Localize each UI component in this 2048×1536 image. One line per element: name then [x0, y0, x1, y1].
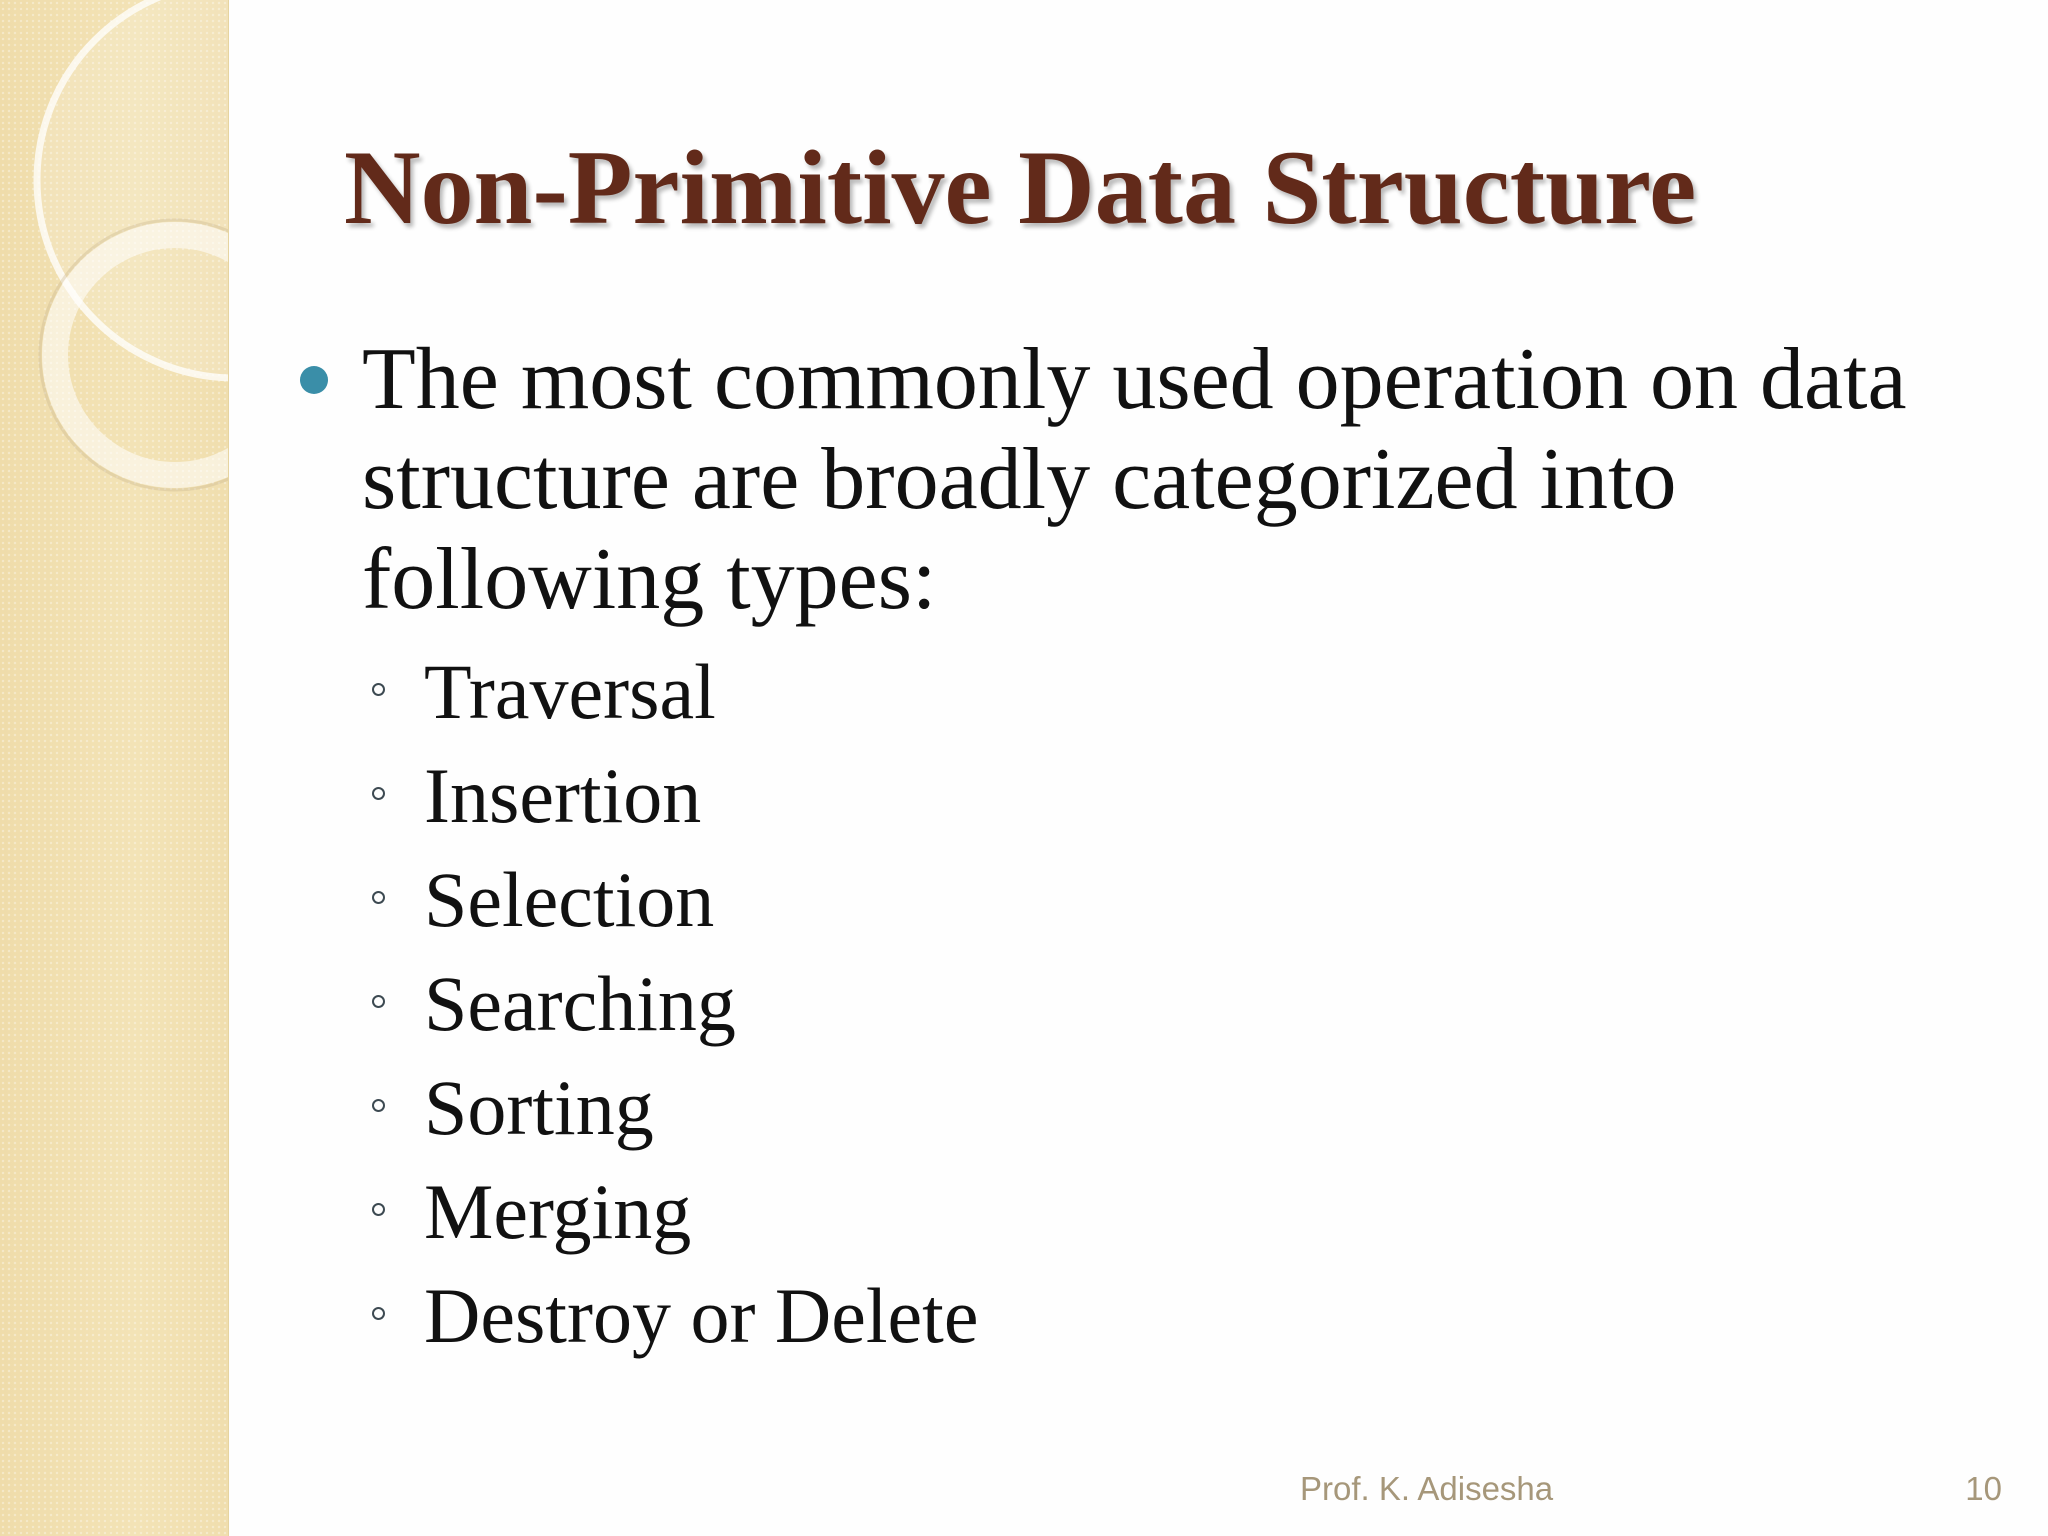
operation-label: Merging [424, 1168, 692, 1255]
list-item [300, 744, 2000, 848]
operation-label: Sorting [424, 1064, 654, 1151]
operation-label: Selection [424, 856, 715, 943]
hollow-bullet-icon [372, 995, 385, 1008]
hollow-bullet-icon [372, 683, 385, 696]
hollow-bullet-icon [372, 1307, 385, 1320]
main-bullet [300, 330, 2000, 630]
operation-label: Destroy or Delete [424, 1272, 979, 1359]
main-bullet-text: The most commonly used operation on data structure are broadly categorized into following types: [362, 331, 1907, 628]
operation-label: Searching [424, 960, 736, 1047]
operation-label: Insertion [424, 752, 702, 839]
list-item [300, 1160, 2000, 1264]
page-number: 10 [1965, 1470, 2002, 1507]
operations-list [300, 640, 2000, 1368]
hollow-bullet-icon [372, 1203, 385, 1216]
content-body [300, 330, 2000, 1368]
decorative-sidebar [0, 0, 229, 1536]
bullet-dot-icon [300, 366, 328, 394]
hollow-bullet-icon [372, 787, 385, 800]
slide-title: Non-Primitive Data Structure [344, 129, 1697, 246]
list-item [300, 952, 2000, 1056]
decorative-rings [0, 0, 228, 500]
hollow-bullet-icon [372, 1099, 385, 1112]
hollow-bullet-icon [372, 891, 385, 904]
list-item [300, 1056, 2000, 1160]
list-item [300, 640, 2000, 744]
operation-label: Traversal [424, 648, 716, 735]
list-item [300, 848, 2000, 952]
list-item [300, 1264, 2000, 1368]
footer-author: Prof. K. Adisesha [1300, 1470, 1554, 1507]
